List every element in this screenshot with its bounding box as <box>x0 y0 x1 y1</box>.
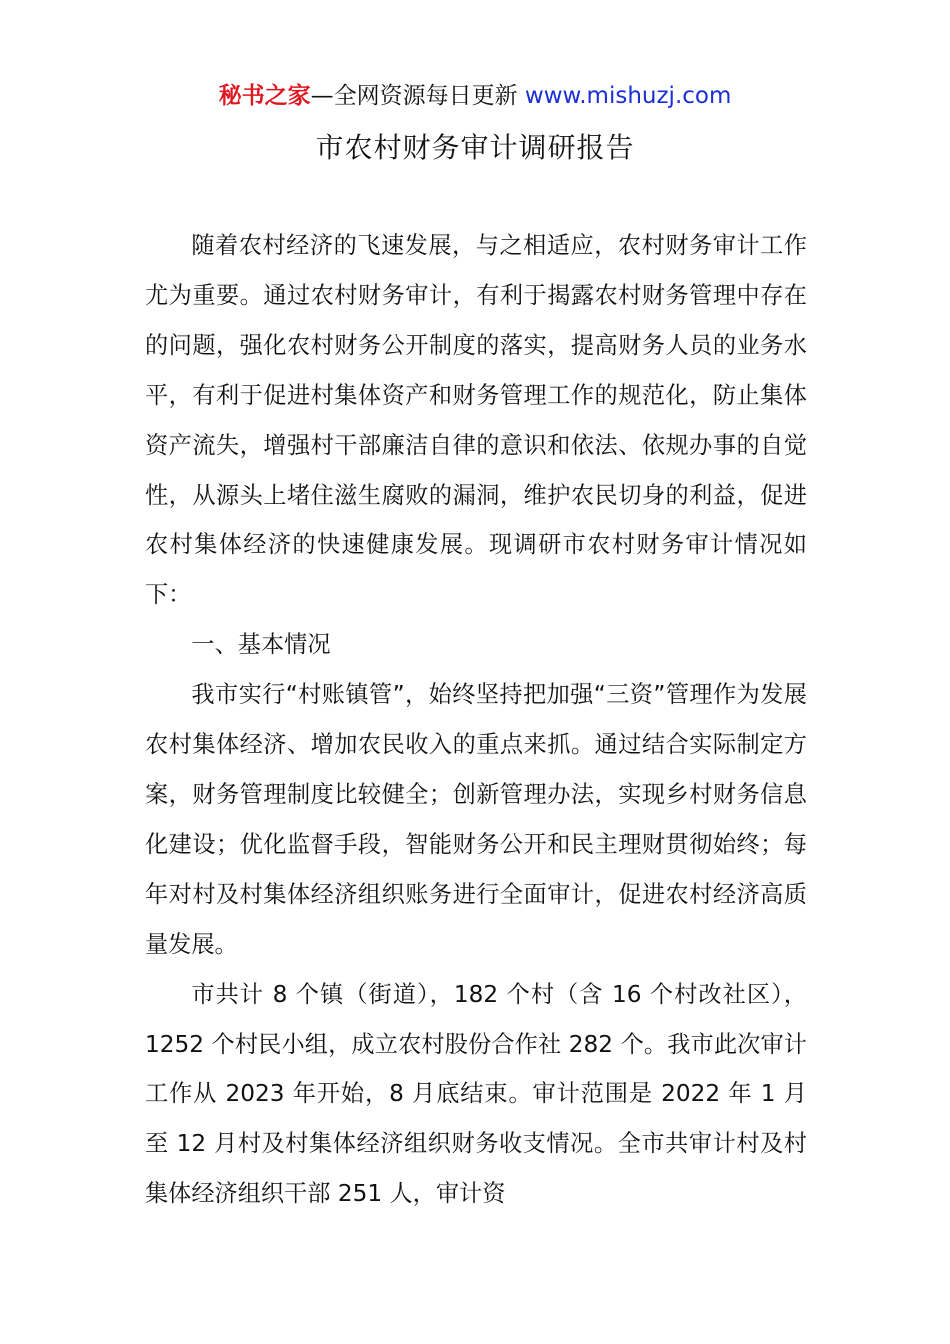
site-header <box>0 80 950 112</box>
paragraph-statistics: 市共计 8 个镇（街道），182 个村（含 16 个村改社区），1252 个村民小组，成立农村股份合作社 282 个。我市此次审计工作从 2023 年开始，8 月底结束。审计范围是 2022 年 1 月至 12 月村及村集体经济组织财务收支情况。全市共审计村及村集体经济组织干部 251 人，审计资 <box>145 980 807 1208</box>
paragraph-management: 我市实行“村账镇管”，始终坚持把加强“三资”管理作为发展农村集体经济、增加农民收入的重点来抓。通过结合实际制定方案，财务管理制度比较健全；创新管理办法，实现乡村财务信息化建设；优化监督手段，智能财务公开和民主理财贯彻始终；每年对村及村集体经济组织账务进行全面审计，促进农村经济高质量发展。 <box>145 681 807 958</box>
document-body <box>145 221 807 1219</box>
brand-name: 秘书之家 <box>218 83 311 109</box>
header-tagline: —全网资源每日更新 <box>310 83 525 109</box>
document-title: 市农村财务审计调研报告 <box>315 131 635 164</box>
site-url-link[interactable]: www.mishuzj.com <box>524 83 732 109</box>
section-heading-basic-situation: 一、基本情况 <box>191 631 331 659</box>
paragraph-intro: 随着农村经济的飞速发展，与之相适应，农村财务审计工作尤为重要。通过农村财务审计，有利于揭露农村财务管理中存在的问题，强化农村财务公开制度的落实，提高财务人员的业务水平，有利于促进村集体资产和财务管理工作的规范化，防止集体资产流失，增强村干部廉洁自律的意识和依法、依规办事的自觉性，从源头上堵住滋生腐败的漏洞，维护农民切身的利益，促进农村集体经济的快速健康发展。现调研市农村财务审计情况如下： <box>145 232 807 609</box>
